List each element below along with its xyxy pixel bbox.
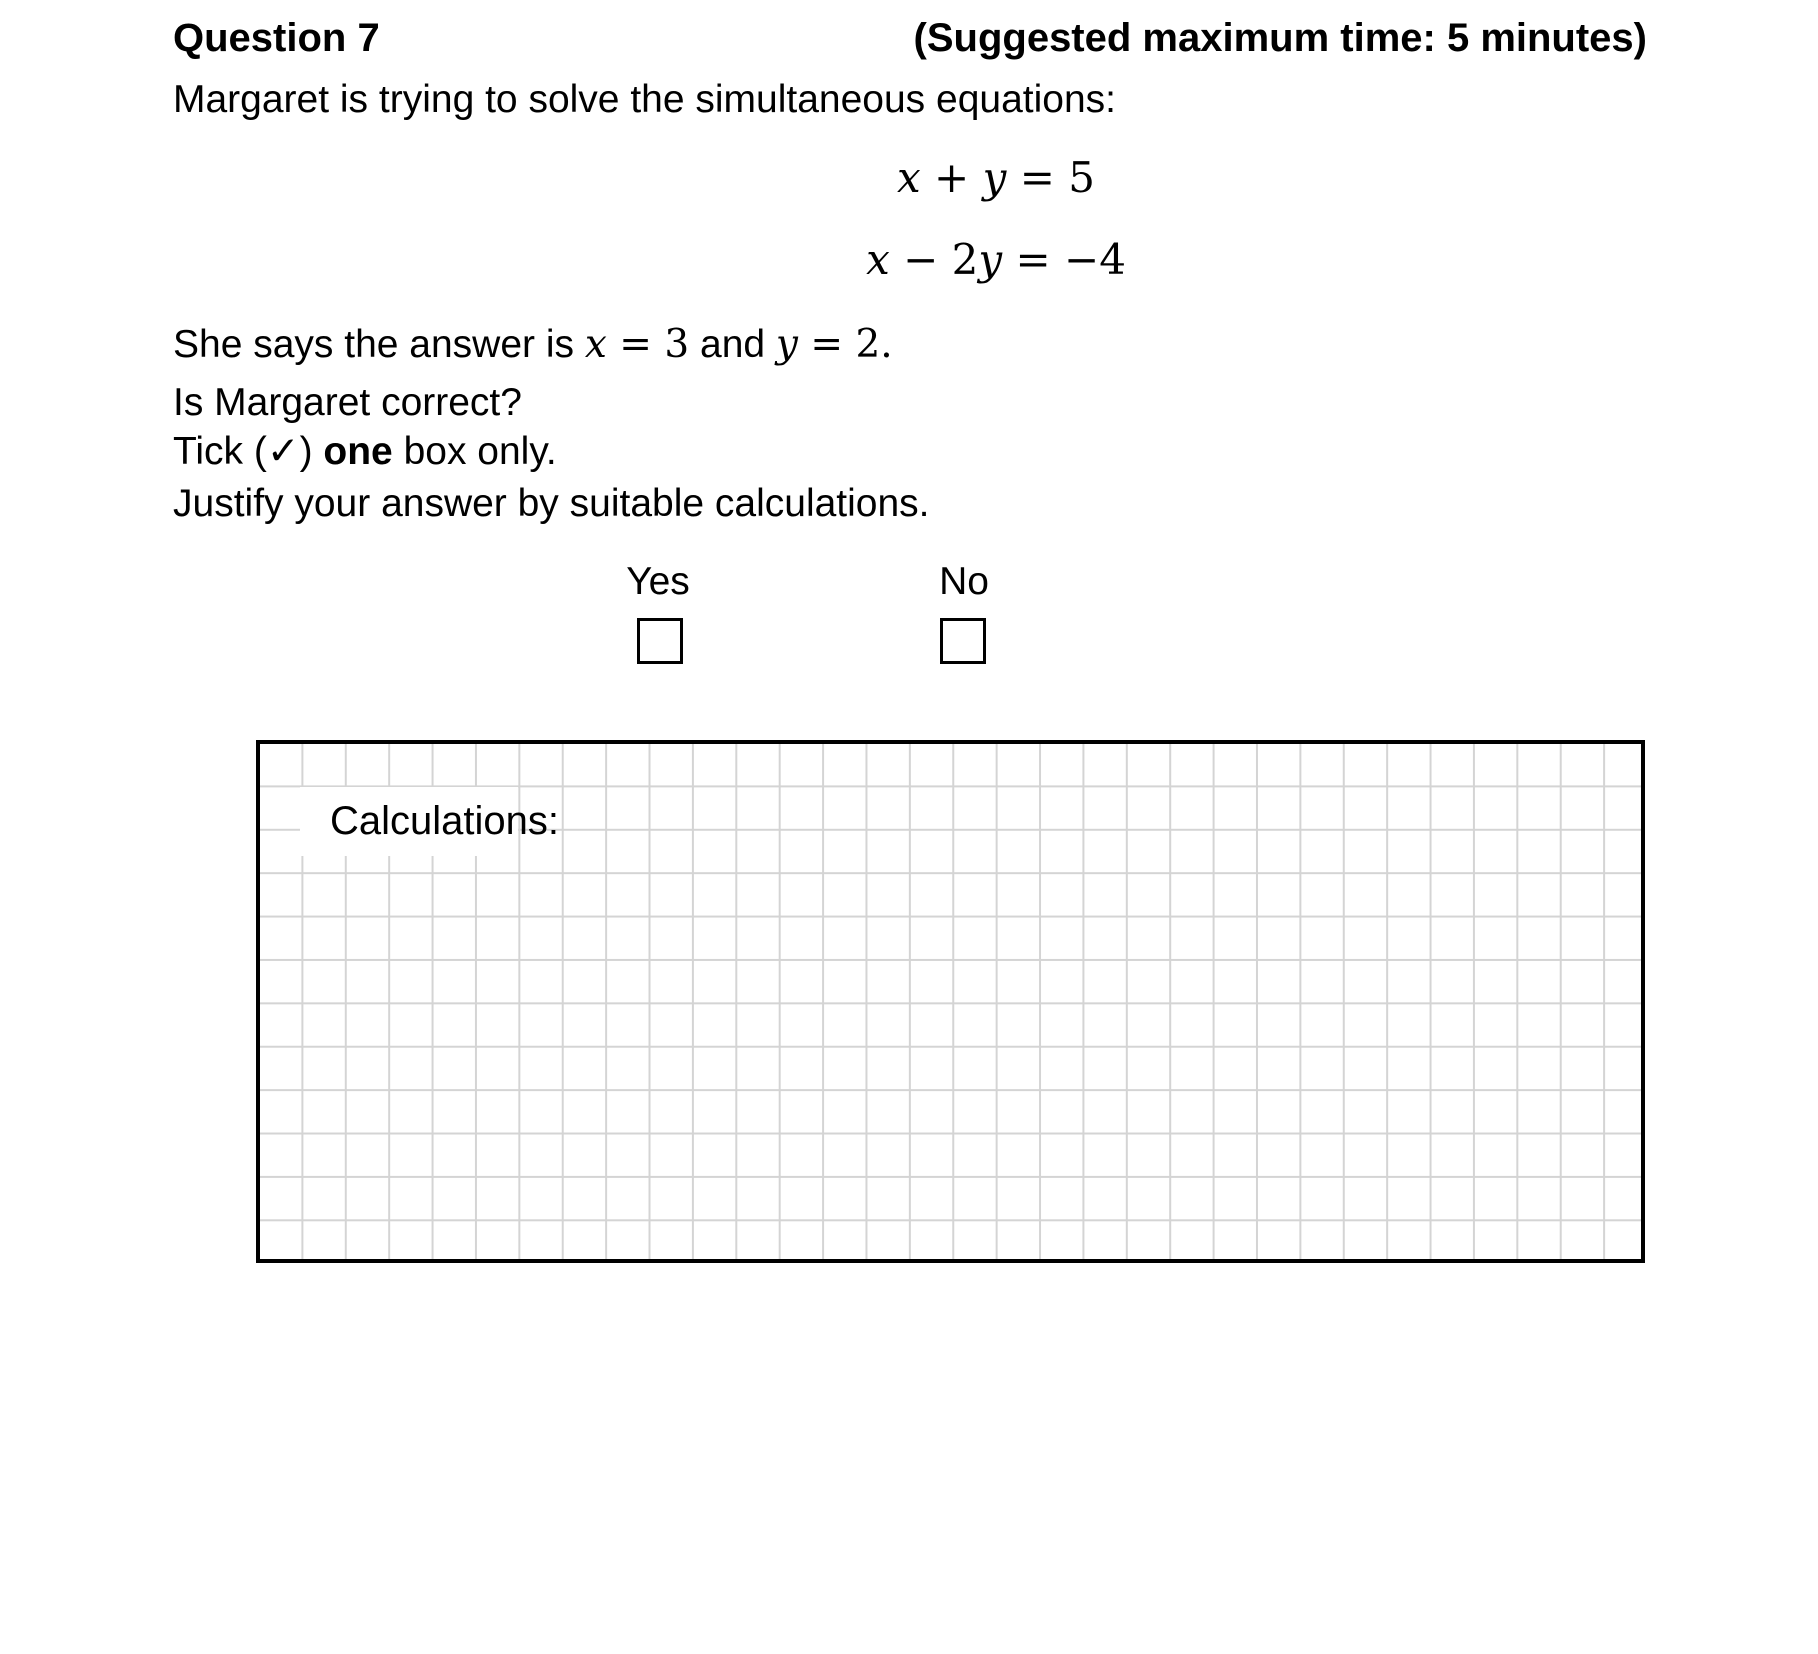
suggested-time-note: (Suggested maximum time: 5 minutes) [913, 16, 1647, 60]
no-option-label: No [939, 560, 989, 603]
tick-mid: ) [299, 430, 324, 473]
yes-checkbox[interactable] [637, 618, 683, 664]
tick-post: box only. [392, 430, 557, 473]
yes-option-label: Yes [626, 560, 690, 603]
math-variable: y [978, 235, 1003, 284]
intro-text: Margaret is trying to solve the simultaneous equations: [173, 78, 1116, 121]
math-variable: y [982, 153, 1007, 202]
math-value: = 3 [606, 322, 690, 367]
math-variable: x [866, 235, 890, 284]
math-variable: x [584, 322, 607, 367]
justify-instruction: Justify your answer by suitable calculations. [173, 482, 930, 525]
math-variable: x [897, 153, 921, 202]
equation-2 [346, 234, 1646, 287]
calculations-answer-area[interactable] [256, 740, 1645, 1263]
math-value: = 2. [797, 322, 893, 367]
calculations-label: Calculations: [300, 787, 518, 856]
claim-text [173, 322, 893, 369]
equation-1 [346, 152, 1646, 205]
tick-pre: Tick ( [173, 430, 267, 473]
math-rhs: = 5 [1006, 153, 1095, 202]
math-operator: − 2 [889, 235, 979, 284]
claim-mid: and [689, 323, 776, 366]
checkmark-icon: ✓ [266, 430, 300, 473]
math-operator: + [920, 153, 983, 202]
tick-instruction [173, 429, 557, 476]
is-correct-question: Is Margaret correct? [173, 381, 522, 424]
tick-bold-word: one [323, 430, 393, 473]
claim-pre: She says the answer is [173, 323, 585, 366]
no-checkbox[interactable] [940, 618, 986, 664]
math-variable: y [775, 322, 798, 367]
question-number: Question 7 [173, 16, 380, 60]
math-rhs: = −4 [1002, 235, 1126, 284]
